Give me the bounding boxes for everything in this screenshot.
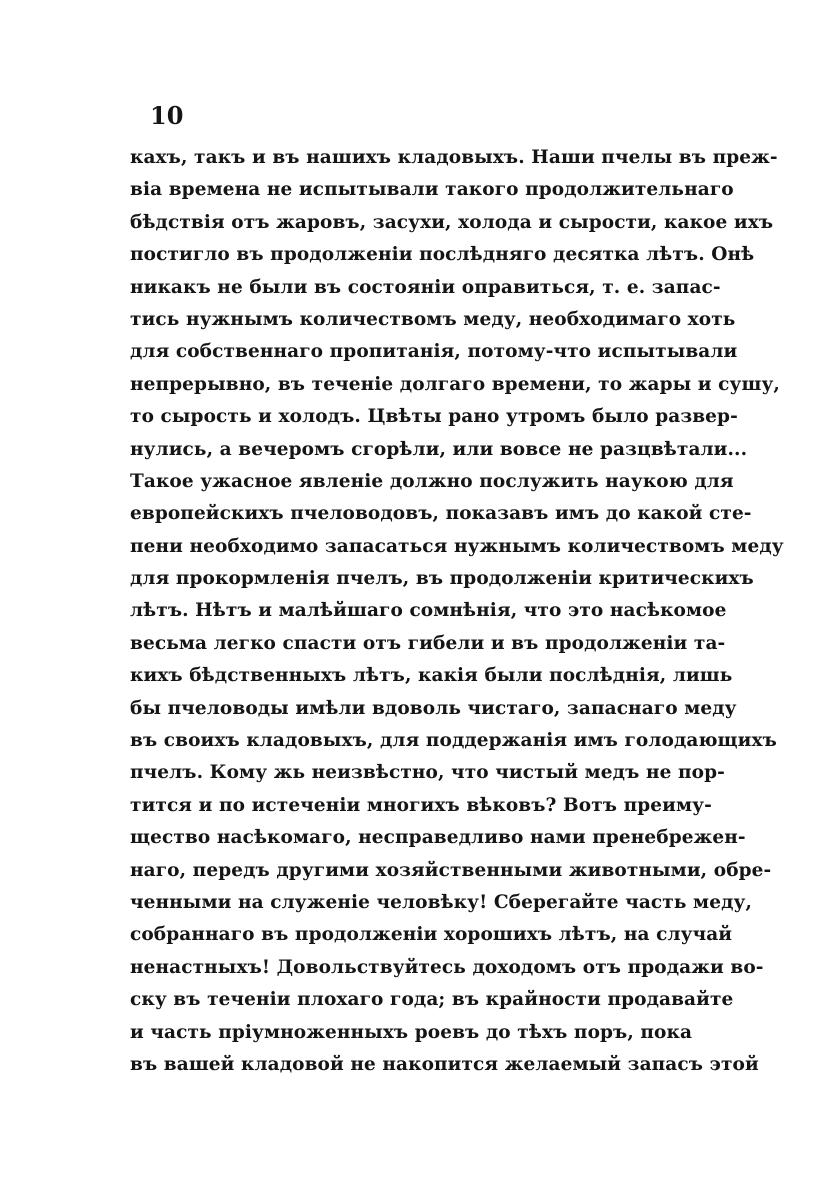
text-line: для прокормленія пчелъ, въ продолженіи критическихъ xyxy=(130,568,754,590)
text-line: бы пчеловоды имѣли вдоволь чистаго, запаснаго меду xyxy=(130,697,737,719)
text-line: лѣтъ. Нѣтъ и малѣйшаго сомнѣнія, что это насѣкомое xyxy=(130,600,727,622)
text-line: бѣдствія отъ жаровъ, засухи, холода и сырости, какое ихъ xyxy=(130,211,774,233)
text-line: непрерывно, въ теченіе долгаго времени, то жары и сушу, xyxy=(130,373,780,395)
text-line: ненастныхъ! Довольствуйтесь доходомъ отъ продажи во- xyxy=(130,956,764,978)
text-line: кахъ, такъ и въ нашихъ кладовыхъ. Наши пчелы въ преж- xyxy=(130,147,778,168)
text-line: щество насѣкомаго, несправедливо нами пренебрежен- xyxy=(130,827,746,849)
text-line: для собственнаго пропитанія, потому-что испытывали xyxy=(130,341,738,363)
text-line: пчелъ. Кому жь неизвѣстно, что чистый медъ не пор- xyxy=(130,762,725,784)
text-line: ску въ теченіи плохаго года; въ крайности продавайте xyxy=(130,989,734,1011)
text-line: и часть пріумноженныхъ роевъ до тѣхъ поръ, пока xyxy=(130,1021,693,1043)
text-line: то сырость и холодъ. Цвѣты рано утромъ было развер- xyxy=(130,406,738,428)
text-line: постигло въ продолженіи послѣдняго десятка лѣтъ. Онѣ xyxy=(130,244,755,266)
text-line: віа времена не испытывали такого продолжительнаго xyxy=(130,179,734,201)
text-line: нулись, а вечеромъ сгорѣли, или вовсе не разцвѣтали... xyxy=(130,438,748,460)
text-line: наго, передъ другими хозяйственными животными, обре- xyxy=(130,859,772,881)
text-line: собраннаго въ продолженіи хорошихъ лѣтъ, на случай xyxy=(130,924,733,946)
text-line: весьма легко спасти отъ гибели и въ продолженіи та- xyxy=(130,632,726,654)
page-number: 10 xyxy=(150,101,184,130)
text-line: въ своихъ кладовыхъ, для поддержанія имъ голодающихъ xyxy=(130,730,777,752)
text-line: въ вашей кладовой не накопится желаемый запасъ этой xyxy=(130,1053,759,1075)
text-line: тись нужнымъ количествомъ меду, необходимаго хоть xyxy=(130,308,736,330)
text-line: ченными на служеніе человѣку! Сберегайте часть меду, xyxy=(130,891,753,913)
text-line: тится и по истеченіи многихъ вѣковъ? Вотъ преиму- xyxy=(130,794,712,816)
body-text xyxy=(130,142,784,1081)
text-line: никакъ не были въ состояніи оправиться, т. е. запас- xyxy=(130,276,721,298)
text-line: Такое ужасное явленіе должно послужить наукою для xyxy=(130,470,734,492)
text-line: пени необходимо запасаться нужнымъ количествомъ меду xyxy=(130,535,784,557)
text-line: европейскихъ пчеловодовъ, показавъ имъ до какой сте- xyxy=(130,503,752,525)
text-line: кихъ бѣдственныхъ лѣтъ, какія были послѣднія, лишь xyxy=(130,665,733,687)
